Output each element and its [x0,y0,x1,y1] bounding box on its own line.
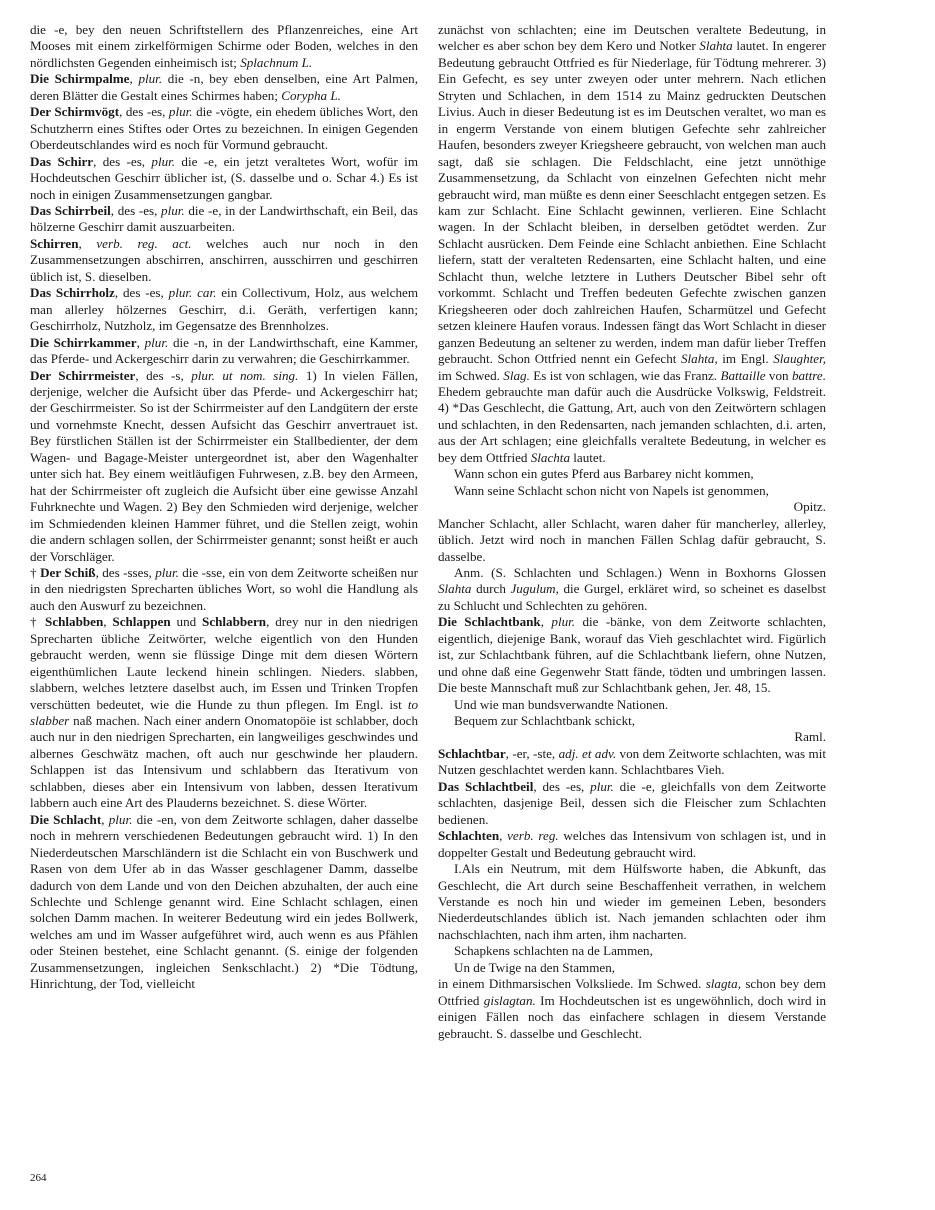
entry-text: Raml. [794,729,826,745]
entry-text: Wann schon ein gutes Pferd aus Barbarey nicht kommen, [454,466,754,482]
entry-text: , des -sses, [95,564,156,580]
entry-text: die -en, von dem Zeitworte schlagen, daher dasselbe noch in mehrern verschiedenen Bedeutungen gebraucht wird. 1) In den Niederdeutschen Marschländern ist die Schlacht ein von Buschwerk und Rasen von dem Ufer ab in das Wasser geschlagener Damm, dasselbe dadurch von dem Lande und von den Deichen abzuhalten, der auch eine Schlechte und Schlenge genannt wird. Eine Schlacht schlagen, einen solchen Damm machen. In weiterer Bedeutung wird ein jedes Bollwerk, welches am und im Wasser aufgeführet wird, auch wenn es aus Pfählen oder Steinen bestehet, eine Schlacht genannt. (S. einige der folgenden Zusammensetzungen, ingleichen Senkschlacht.) 2) *Die Tödtung, Hinrichtung, der Tod, vielleicht [30,811,419,992]
italic-term: plur. [551,614,576,630]
entry-text: Bequem zur Schlachtbank schickt, [454,713,636,729]
italic-term: to slabber [30,696,418,729]
entry-text: Un de Twige na den Stammen, [454,959,616,975]
dictionary-entry [438,779,826,828]
entry-text: , des -es, [93,153,152,169]
italic-term: Battaille [720,367,766,383]
entry-text: die -n, in der Landwirthschaft, eine Kammer, das Pferde- und Ackergeschirr darin zu verwahren; die Geschirrkammer. [30,334,418,367]
italic-term: plur. [138,71,163,87]
entry-text: , [129,71,139,87]
dictionary-entry [438,828,826,861]
entry-text: † [30,564,41,580]
headword: Die Schlacht [30,811,102,827]
italic-term: Slag. [503,367,530,383]
entry-text: zunächst von schlachten; eine im Deutschen veraltete Bedeutung, in welcher es aber schon bey dem Kero und Notker [438,22,826,54]
italic-term: plur. [161,202,185,218]
entry-text: , des -es, [533,778,591,794]
italic-term: verb. reg. [507,828,559,844]
entry-text: Schapkens schlachten na de Lammen, [454,943,653,959]
italic-term: Slahta [438,581,472,597]
entry-text: die -n, bey eben denselben, eine Art Palmen, deren Blätter die Gestalt eines Schirmes haben; [30,71,418,103]
dictionary-entry [30,104,418,153]
italic-term: plur. [155,564,179,580]
headword: Die Schirrkammer [30,334,137,350]
citation-author [438,729,826,745]
entry-text: 1) In vielen Fällen, derjenige, welcher die Aufsicht über das Pferde- und Ackergeschirr hat; der Geschirrmeister. So ist der Schirrmeister auf den Landgütern der erste und vornehmste Knecht, dessen Aufsicht das Geschirr anvertrauet ist. Bey fürstlichen Ställen ist der Schirrmeister ein Stallbedienter, der dem Wagen- und Bagage-Meister untergeordnet ist, aber den Wagenhalter unter sich hat. Bey einem weitläufigen Fuhrwesen, z.B. bey den Armeen, hat der Schirrmeister oft zugleich die Aufsicht über eine gewisse Anzahl Fuhrknechte und Wagen. 2) Bey den Schmieden wird derjenige, welcher im Schmiedenden kleinen Hammer führet, und die Stellen zeigt, wohin die andern schlagen sollen, der Schirrmeister genannt; sonst heißt er auch der Vorschläger. [30,367,419,564]
entry-text: , [136,334,145,350]
entry-text: , [101,811,109,827]
dictionary-entry [438,861,826,943]
dictionary-entry [30,285,418,334]
italic-term: plur. [590,778,614,794]
italic-term: slagta, [705,976,741,992]
italic-term: Slaughter, [773,351,826,367]
italic-term: plur. ut nom. sing. [191,367,299,383]
right-column [438,22,826,1042]
entry-text: im Engl. [717,351,774,367]
headword: Die Schirmpalme [30,71,130,87]
left-column [30,22,418,993]
entry-text: , [78,235,97,251]
headword: Das Schirrholz [30,285,115,301]
headword: Die Schlachtbank [438,614,541,630]
verse-line [438,960,826,976]
dictionary-entry [30,236,418,285]
entry-text: , [540,614,552,630]
italic-term: verb. reg. act. [96,235,192,251]
dictionary-entry [30,565,418,614]
italic-term: battre. [791,367,827,383]
entry-text: I.Als ein Neutrum, mit dem Hülfsworte haben, die Abkunft, das Geschlecht, die Art durch seine Beschaffenheit verrathen, in welchem Verstande es noch hin und wieder im gemeinen Leben, besonders Niederdeutschlandes üblich ist. Nach jemanden schlachten oder ihm nachschlachten, nach ihm arten, ihm nacharten. [438,861,826,942]
headword: Schlachtbar [438,745,506,761]
entry-text: die -e, in der Landwirthschaft, ein Beil, das hölzerne Geschirr damit auszuarbeiten. [30,202,418,235]
entry-text: lautet. [570,449,606,465]
headword: Das Schirrbeil [30,202,111,218]
dictionary-entry [438,614,826,696]
verse-line [438,483,826,499]
headword: Schirren [30,235,79,251]
headword: Schlabben [45,614,104,630]
entry-text: † [30,614,46,630]
dictionary-entry [438,565,826,614]
dictionary-entry [438,746,826,779]
entry-text: und [170,614,203,630]
page-number: 264 [30,1172,47,1184]
entry-text: die Gurgel, erkläret wird, so scheinet es daselbst zu Schlucht und Schlechten zu gehören. [438,581,826,613]
entry-text: Mancher Schlacht, aller Schlacht, waren daher für mancherley, allerley, üblich. Jetzt wird noch in manchen Fällen Schlag dafür gebraucht, S. dasselbe. [438,515,826,564]
italic-term: Splachnum L. [240,54,313,70]
dictionary-entry [30,203,418,236]
verse-line [438,466,826,482]
dictionary-entry [438,976,826,1042]
entry-text: , [499,828,508,844]
dictionary-entry [30,71,418,104]
dictionary-entry [30,614,418,811]
entry-text: Anm. (S. Schlachten und Schlagen.) Wenn in Boxhorns Glossen [454,564,826,580]
headword: Schlappen [112,614,171,630]
entry-text: von dem Zeitworte schlachten, was mit Nutzen geschlachtet werden kann. Schlachtbares Vieh. [438,745,826,778]
citation-author [438,499,826,515]
headword: Das Schlachtbeil [438,778,534,794]
entry-text: Wann seine Schlacht schon nicht von Napels ist genommen, [454,482,769,498]
italic-term: plur. [108,811,133,827]
italic-term: plur. [144,334,169,350]
entry-text: Es ist von schlagen, wie das Franz. [529,367,721,383]
entry-text: die -bänke, von dem Zeitworte schlachten, eigentlich, diejenige Bank, worauf das Vieh geschlachtet wird. Figürlich ist, zur Schlachtbank führen, auf die Schlachtbank liefern, ohne Nutzen, und ohne daß eine Gegenwehr Statt fände, tödten und umbringen lassen. Die beste Mannschaft muß zur Schlachtbank gehen, Jer. 48, 15. [438,614,826,696]
headword: Der Schirmvögt [30,104,120,120]
dictionary-entry [30,812,418,993]
italic-term: plur. car. [168,285,217,301]
italic-term: Slahta, [680,351,718,367]
verse-line [438,943,826,959]
dictionary-entry [30,22,418,71]
entry-text: von [765,367,792,383]
italic-term: Jugulum, [510,581,559,597]
italic-term: Slahta [699,38,733,54]
entry-text: , des -es, [119,104,169,120]
entry-text: schon bey dem Ottfried [438,976,826,1008]
entry-text: die -e, ein jetzt veraltetes Wort, wofür im Hochdeutschen Geschirr üblicher ist, (S. dasselbe und o. Schar 4.) Es ist noch in einigen Zusammensetzungen gangbar. [30,153,419,202]
headword: Schlabbern [202,614,267,630]
dictionary-entry [30,368,418,565]
entry-text: Opitz. [793,499,826,515]
entry-text: , des -s, [135,367,192,383]
dictionary-entry [30,335,418,368]
entry-text: im Schwed. [438,367,504,383]
headword: Der Schirrmeister [30,367,136,383]
entry-text: die -e, bey den neuen Schriftstellern des Pflanzenreiches, eine Art Mooses mit einem zirkelförmigen Schirme oder Boden, welches in den nördlichsten Gegenden einheimisch ist; [30,22,418,70]
italic-term: Corypha L. [281,87,341,103]
verse-line [438,697,826,713]
entry-text: lautet. In engerer Bedeutung gebraucht Ottfried es für Niederlage, für Tödtung mehrerer. 3) Ein Gefecht, es sey unter zweyen oder unter mehrern. Nach etlichen Stryten und Schlachen, in dem 1514 zu Mainz gedruckten Deutschen Livius. Auch in dieser Bedeutung ist es im Deutschen veraltet, wo man es in engerm Verstande von einem blutigen Gefechte sehr zahlreicher Haufen, besonders zweyer Kriegsheere gebraucht, von welchen man auch sagt, daß sie schlagen. Die Feldschlacht, eine jetzt unnöthige Zusammensetzung, da Schlacht von einzelnen Gefechten nicht mehr gebraucht wird, man müßte es denn einer Seeschlacht entgegen setzen. Es kam zur Schlacht. Eine Schlacht gewinnen, verlieren. Eine Schlacht wagen. In der Schlacht bleiben, in derselben getödtet werden. Zur Schlacht ausrücken. Dem Feinde eine Schlacht anbiethen. Eine Schlacht liefern, statt der veralteten Redensarten, eine Schlacht halten, und eine Schlacht thun, welche letztere in Luthers Deutscher Bibel sehr oft vorkommt. Schlacht und Treffen bedeuten Gefechte zwischen ganzen Kriegsheeren oder doch zahlreichen Haufen, Scharmützel und Gefecht setzen kleinere Haufen voraus. Indessen fängt das Wort Schlacht in dieser ganzen Bedeutung an seltener zu werden, indem man dafür lieber Treffen gebraucht. Schon Ottfried nennt ein Gefecht [438,38,826,367]
entry-text: durch [471,581,511,597]
headword: Das Schirr [30,153,94,169]
entry-text: , drey nur in den niedrigen Sprecharten übliche Zeitwörter, welche eigentlich von den Hunden gebraucht werden, wenn sie flüssige Dinge mit dem diesen Wörtern eigenthümlichen Laute leckend hinein schlingen. Nieders. slabben, slabbern, welches letztere daselbst auch, im Essen und Trinken Tropfen verschütten bedeutet, wie die Hunde zu thun pflegen. Im Engl. ist [30,614,419,712]
entry-text: Im Hochdeutschen ist es ungewöhnlich, doch wird in einigen Fällen noch das einfachere schlagen in diesem Verstande gebraucht. S. dasselbe und Geschlecht. [438,992,826,1041]
dictionary-entry [438,516,826,565]
headword: Schlachten [438,828,500,844]
entry-text: die -vögte, ein ehedem übliches Wort, den Schutzherrn eines Stiftes oder Ortes zu bezeichnen. In einigen Gegenden Oberdeutschlandes wird es noch für Vormund gebraucht. [30,104,418,153]
entry-text: Und wie man bundsverwandte Nationen. [454,696,669,712]
italic-term: plur. [151,153,176,169]
entry-text: welches auch nur noch in den Zusammensetzungen abschirren, anschirren, ausschirren und geschirren üblich ist, S. dieselben. [30,235,418,284]
italic-term: plur. [168,104,193,120]
entry-text: , [103,614,113,630]
entry-text: ein Collectivum, Holz, aus welchem man allerley hölzernes Geschirr, d.i. Geräth, verfertigen kann; Geschirrholz, Nutzholz, im Gegensatze des Brennholzes. [30,285,419,334]
verse-line [438,713,826,729]
entry-text: , des -es, [114,285,169,301]
entry-text: , -er, -ste, [505,745,559,761]
italic-term: adj. et adv. [558,745,617,761]
italic-term: Slachta [530,449,570,465]
italic-term: gislagtan. [483,992,536,1008]
entry-text: naß machen. Nach einer andern Onomatopöie ist schlabber, doch auch nur in den niedrigen Sprecharten, ein langweiliges geschwindes und albernes Geschwätz machen, oft auch nur geschwinde her plaudern. Schlappen ist das Intensivum und schlabbern das Iterativum von schlabben, dieses aber ein Intensivum von labben, dessen Iterativum labbern auch eine Art des Plauderns bezeichnet. S. diese Wörter. [30,713,418,811]
dictionary-entry [438,22,826,466]
headword: Der Schiß [40,564,96,580]
dictionary-entry [30,154,418,203]
entry-text: in einem Dithmarsischen Volksliede. Im Schwed. [438,976,706,992]
entry-text: welches das Intensivum von schlagen ist, und in doppelter Gestalt und Bedeutung gebraucht wird. [438,828,827,860]
entry-text: Ehedem gebrauchte man dafür auch die Ausdrücke Volkswig, Feldstreit. 4) *Das Geschlecht, die Gattung, Art, auch von den Zeitwörtern schlagen und schlachten, in den Redensarten, nach jemanden schlachten, d.i. arten, aus der Art schlagen; eine gleichfalls veraltete Bedeutung, in welcher es bey dem Ottfried [438,383,826,465]
entry-text: die -sse, ein von dem Zeitworte scheißen nur in den niedrigsten Sprecharten übliches Wort, so wohl die Handlung als auch den Auswurf zu bezeichnen. [30,564,418,613]
entry-text: , des -es, [110,202,162,218]
entry-text: die -e, gleichfalls von dem Zeitworte schlachten, dasjenige Beil, dessen sich die Fleischer zum Schlachten bedienen. [438,778,826,827]
